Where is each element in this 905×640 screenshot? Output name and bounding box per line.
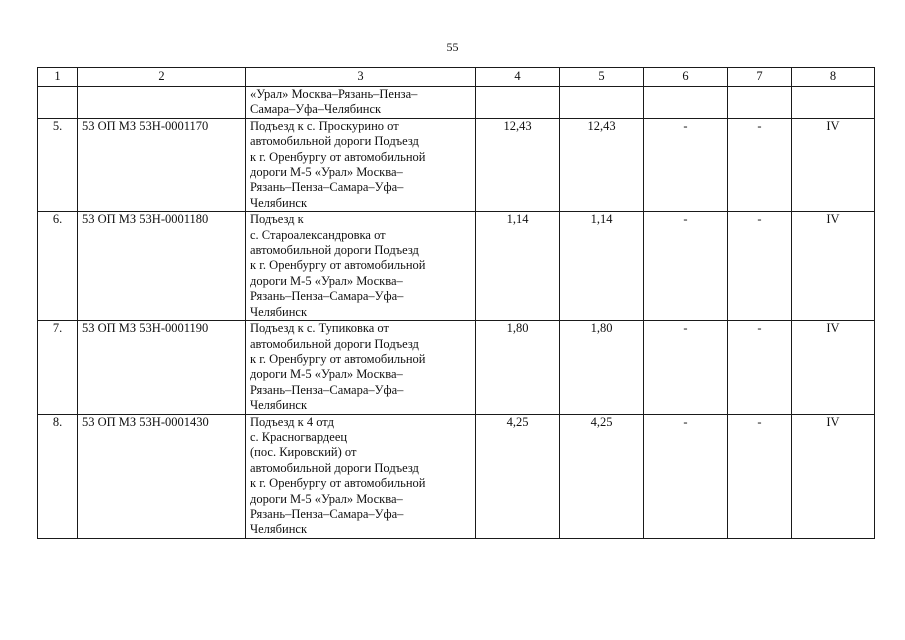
road-code <box>78 87 246 119</box>
road-category <box>792 87 875 119</box>
road-name: Подъезд к с. Тупиковка от автомобильной дороги Подъезд к г. Оренбургу от автомобильной дороги М-5 «Урал» Москва– Рязань–Пенза–Самара–Уфа– Челябинск <box>246 321 476 414</box>
column-header: 7 <box>728 68 792 87</box>
column-header: 2 <box>78 68 246 87</box>
column-header: 1 <box>38 68 78 87</box>
table-row <box>38 87 875 119</box>
road-category: IV <box>792 212 875 321</box>
row-number <box>38 87 78 119</box>
length-col5: 1,14 <box>560 212 644 321</box>
road-category: IV <box>792 414 875 538</box>
table-header-row <box>38 68 875 87</box>
value-col6: - <box>644 321 728 414</box>
road-code: 53 ОП МЗ 53Н-0001170 <box>78 118 246 211</box>
length-col5: 4,25 <box>560 414 644 538</box>
value-col7: - <box>728 414 792 538</box>
value-col7: - <box>728 118 792 211</box>
length-total: 12,43 <box>476 118 560 211</box>
length-total: 4,25 <box>476 414 560 538</box>
road-name: Подъезд к 4 отд с. Красногвардеец (пос. Кировский) от автомобильной дороги Подъезд к г. Оренбургу от автомобильной дороги М-5 «Урал» Москва– Рязань–Пенза–Самара–Уфа– Челябинск <box>246 414 476 538</box>
table-row <box>38 321 875 414</box>
column-header: 6 <box>644 68 728 87</box>
road-name: Подъезд к с. Проскурино от автомобильной дороги Подъезд к г. Оренбургу от автомобильной дороги М-5 «Урал» Москва– Рязань–Пенза–Самара–Уфа– Челябинск <box>246 118 476 211</box>
road-category: IV <box>792 118 875 211</box>
table-row <box>38 212 875 321</box>
length-total: 1,80 <box>476 321 560 414</box>
road-code: 53 ОП МЗ 53Н-0001190 <box>78 321 246 414</box>
row-number: 5. <box>38 118 78 211</box>
length-col5: 1,80 <box>560 321 644 414</box>
table-row <box>38 118 875 211</box>
value-col6 <box>644 87 728 119</box>
road-code: 53 ОП МЗ 53Н-0001430 <box>78 414 246 538</box>
column-header: 8 <box>792 68 875 87</box>
row-number: 7. <box>38 321 78 414</box>
road-code: 53 ОП МЗ 53Н-0001180 <box>78 212 246 321</box>
road-name: «Урал» Москва–Рязань–Пенза– Самара–Уфа–Челябинск <box>246 87 476 119</box>
value-col6: - <box>644 212 728 321</box>
column-header: 4 <box>476 68 560 87</box>
value-col6: - <box>644 414 728 538</box>
column-header: 5 <box>560 68 644 87</box>
column-header: 3 <box>246 68 476 87</box>
road-name: Подъезд к с. Староалександровка от автомобильной дороги Подъезд к г. Оренбургу от автомобильной дороги М-5 «Урал» Москва– Рязань–Пенза–Самара–Уфа– Челябинск <box>246 212 476 321</box>
road-category: IV <box>792 321 875 414</box>
length-col5 <box>560 87 644 119</box>
table-row <box>38 414 875 538</box>
length-total <box>476 87 560 119</box>
row-number: 8. <box>38 414 78 538</box>
page-number: 55 <box>446 40 459 54</box>
value-col7: - <box>728 321 792 414</box>
length-col5: 12,43 <box>560 118 644 211</box>
value-col7: - <box>728 212 792 321</box>
row-number: 6. <box>38 212 78 321</box>
value-col6: - <box>644 118 728 211</box>
road-table <box>37 67 875 539</box>
value-col7 <box>728 87 792 119</box>
length-total: 1,14 <box>476 212 560 321</box>
